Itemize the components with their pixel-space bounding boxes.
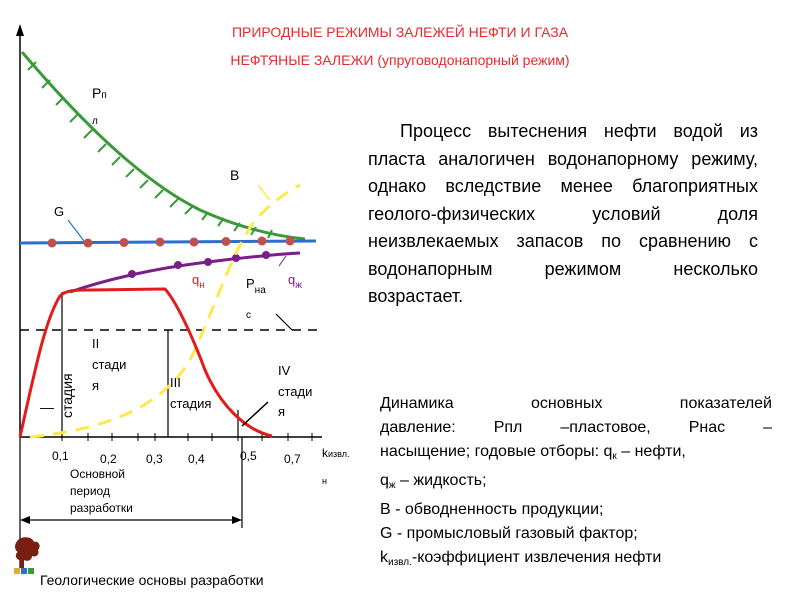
legend-line-2: давление: Рпл –пластовое, Рнас – <box>380 419 772 436</box>
stage4-label-roman: IV <box>278 363 291 378</box>
x-tick-label: 0,2 <box>100 452 117 466</box>
stage2-label-word: стади <box>92 357 127 372</box>
period-label-line1: Основной <box>70 467 126 481</box>
legend-block <box>380 392 772 575</box>
stage4-label-end: я <box>278 404 286 419</box>
g-pointer-line <box>68 220 84 241</box>
stage1-label: стадия <box>59 373 75 418</box>
rpl-label: Рп <box>92 85 107 101</box>
g-label: G <box>54 204 65 219</box>
qn-label: $q_н$ <box>192 272 205 291</box>
rpl-label-sub: л <box>92 116 98 127</box>
stage1-dash: — <box>40 399 54 415</box>
x-axis-label: kизвл. <box>322 446 350 460</box>
process-description: Процесс вытеснения нефти водой из пласта аналогичен водонапорному режиму, однако вследствие менее благоприятных геолого-физических условий доля неизвлекаемых запасов по сравнению с водонапорным режимом несколько возрастает. <box>368 121 758 306</box>
slide-title: ПРИРОДНЫЕ РЕЖИМЫ ЗАЛЕЖЕЙ НЕФТИ И ГАЗА <box>231 24 569 40</box>
stage4-label-word: стади <box>278 384 313 399</box>
rnas-label: $Р_{на}$ <box>246 276 266 296</box>
x-tick-label: 0,5 <box>240 449 257 463</box>
rnas-pointer-line <box>276 314 292 330</box>
b-label: В <box>230 167 240 183</box>
legend-line-4: $q_ж$ – жидкость; <box>380 472 487 491</box>
qzh-pointer-line <box>279 256 286 266</box>
legend-line-3: насыщение; годовые отборы: $q_к$ – нефти, <box>380 443 686 462</box>
b-pointer-line <box>258 185 270 200</box>
period-label-line3: разработки <box>70 501 133 515</box>
stage2-label-end: я <box>92 378 100 393</box>
legend-line-6: G - промысловый газовый фактор; <box>380 525 638 542</box>
stage3-label-roman: III <box>170 375 181 390</box>
x-tick-label: 0,4 <box>188 452 205 466</box>
reservoir-pressure-ticks <box>28 62 272 238</box>
stage4-pointer-line <box>242 402 268 426</box>
y-axis-arrow <box>16 24 24 36</box>
x-tick-label: 0,1 <box>52 449 69 463</box>
qzh-label: $q_ж$ <box>288 272 302 291</box>
x-tick-label: 0,7 <box>284 452 301 466</box>
footer-text: Геологические основы разработки <box>40 572 264 588</box>
university-logo-icon <box>10 534 44 576</box>
period-arrow-left <box>20 516 30 524</box>
x-axis-label-sub: н <box>322 476 327 486</box>
period-arrow-right <box>232 516 242 524</box>
period-label-line2: период <box>70 484 110 498</box>
slide-subtitle: НЕФТЯНЫЕ ЗАЛЕЖИ (упруговодонапорный режим) <box>230 52 570 68</box>
stage2-label-roman: II <box>92 336 100 351</box>
stage3-label-word: стадия <box>170 396 212 411</box>
oil-production-curve <box>20 289 272 437</box>
gas-factor-line <box>20 241 316 243</box>
legend-line-5: В - обводненность продукции; <box>380 501 604 518</box>
x-tick-label: 0,3 <box>146 452 163 466</box>
legend-line-1: Динамика основных показателей <box>380 395 772 412</box>
legend-line-7: $k_{извл.}$-коэффициент извлечения нефти <box>380 549 662 568</box>
rnas-label-sub: с <box>246 310 251 321</box>
